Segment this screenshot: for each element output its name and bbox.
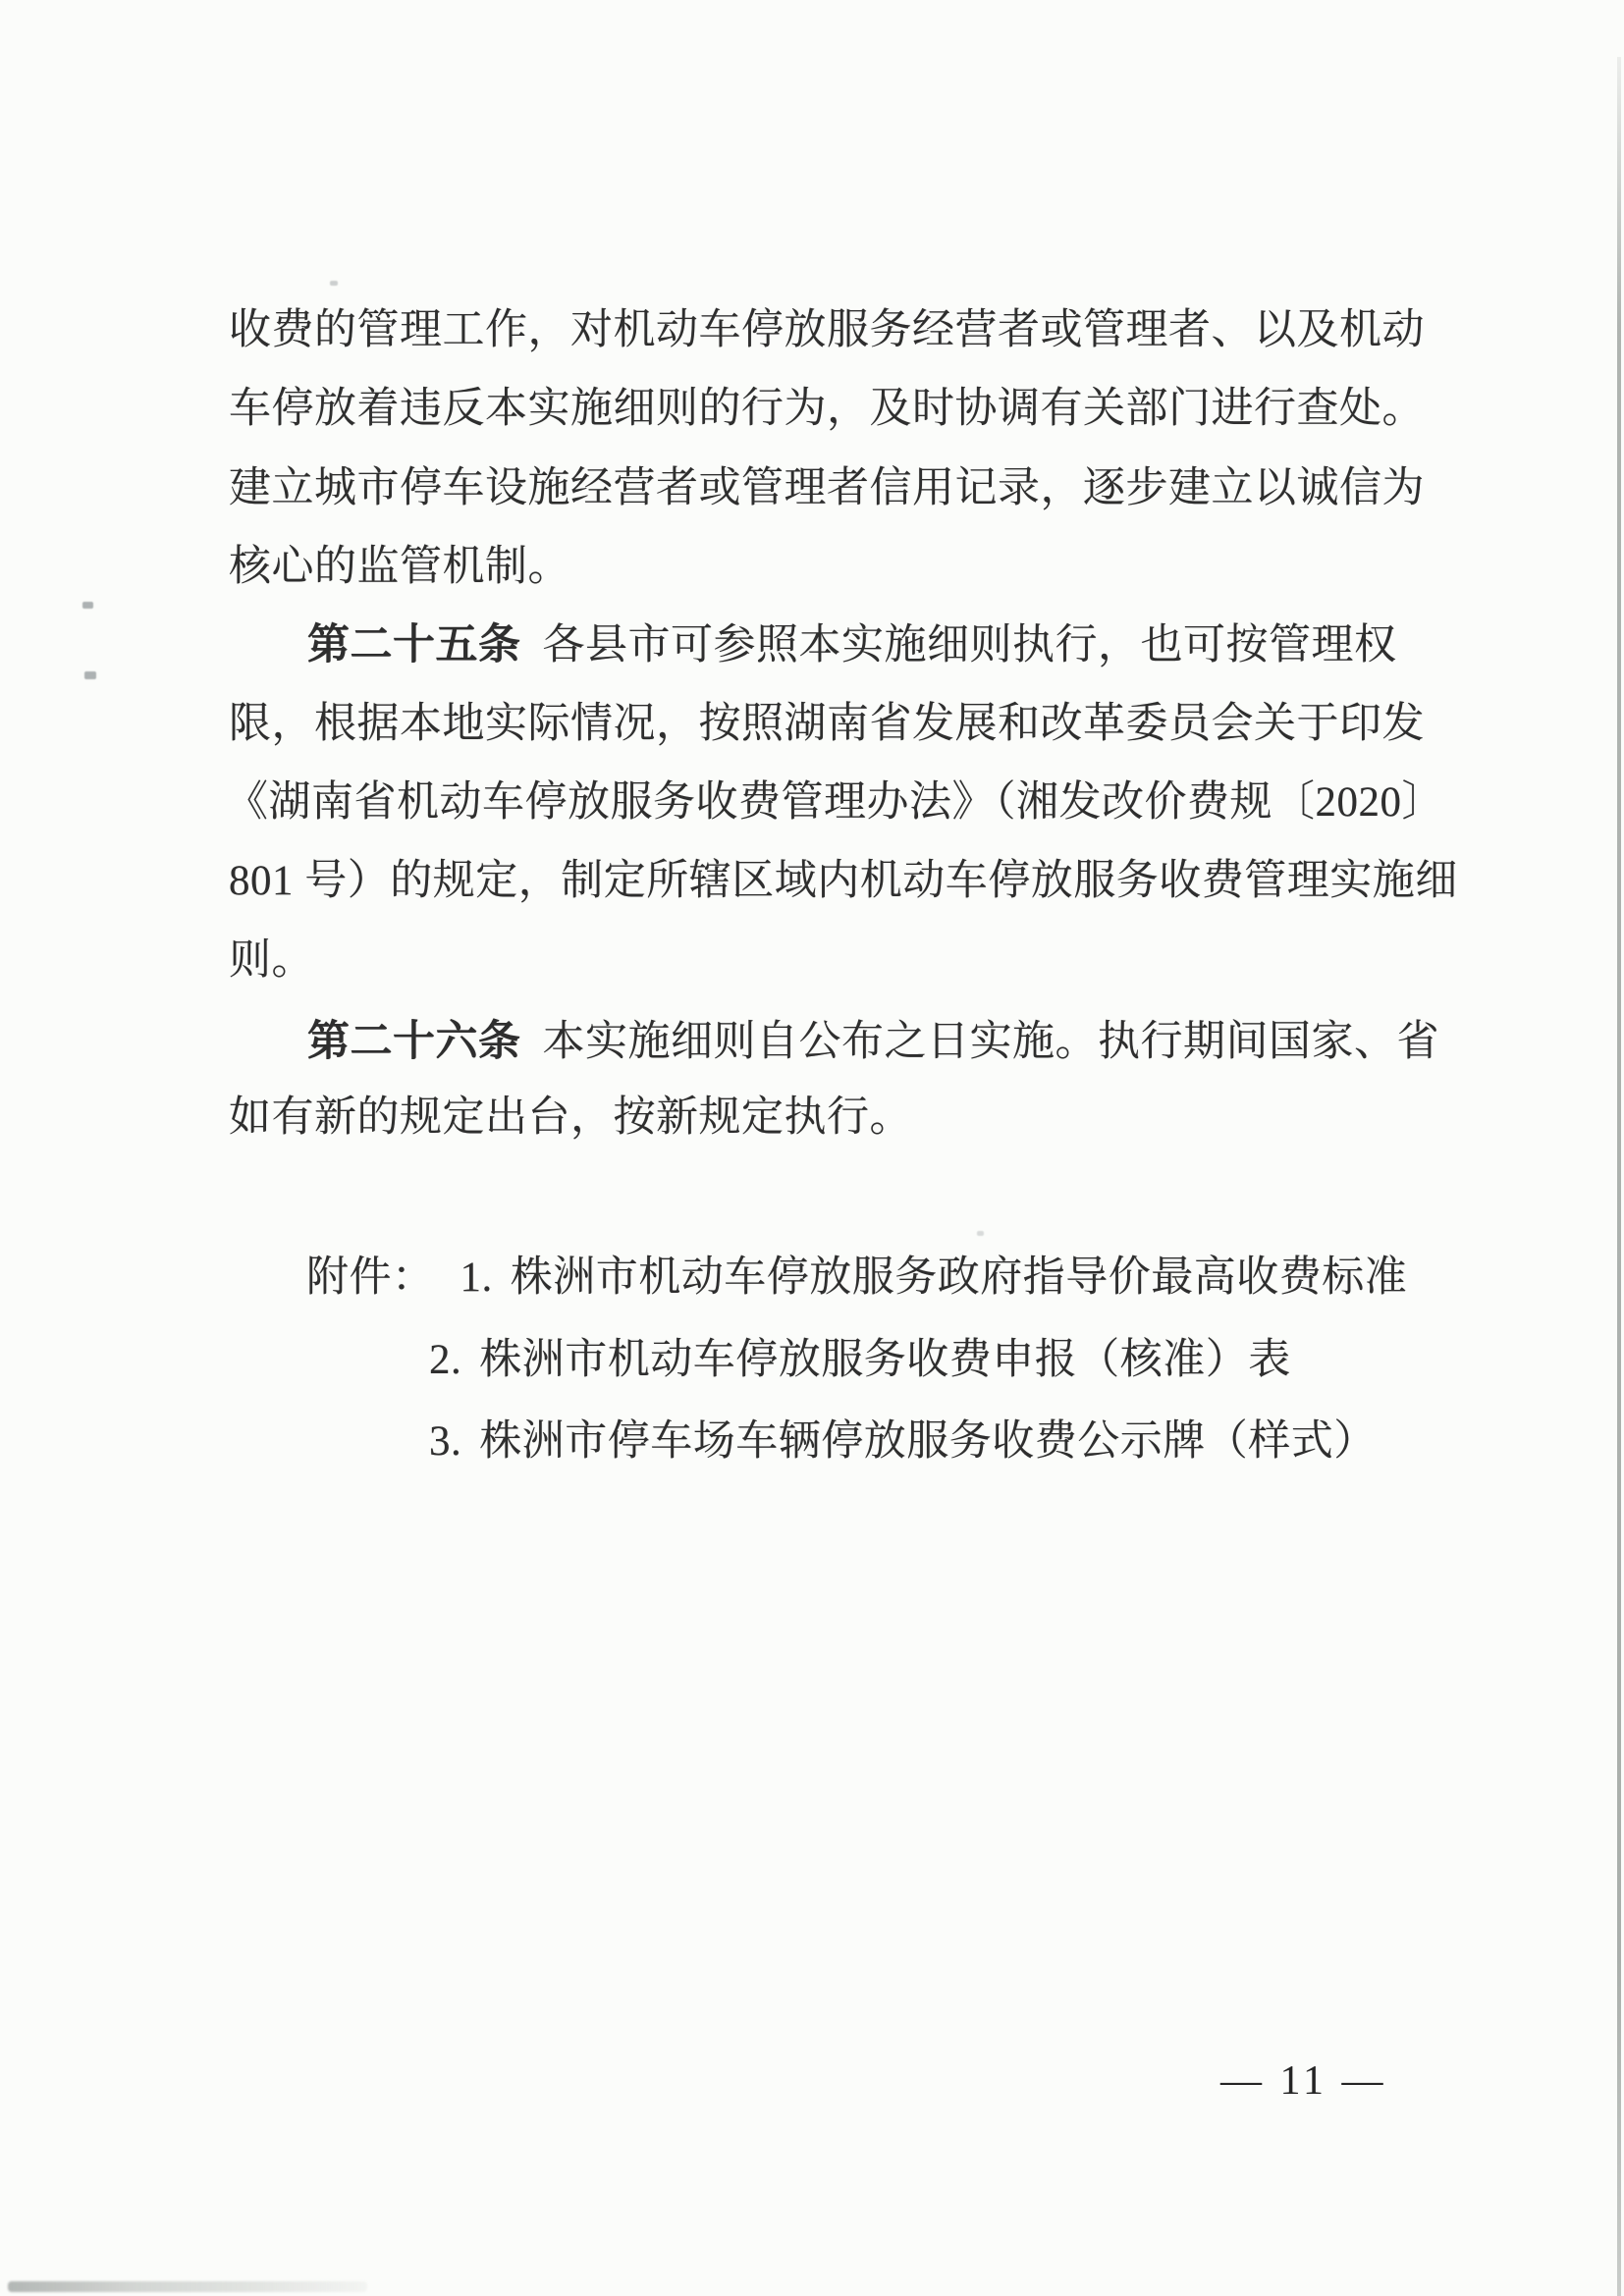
attachment-number: 3. — [429, 1418, 462, 1465]
article-line — [307, 620, 1397, 671]
attachment-title: 株洲市机动车停放服务收费申报（核准）表 — [479, 1337, 1291, 1383]
body-line: 如有新的规定出台，按新规定执行。 — [229, 1095, 912, 1141]
article-line — [307, 1017, 1439, 1068]
attachment-title: 株洲市停车场车辆停放服务收费公示牌（样式） — [479, 1418, 1377, 1465]
article-number-heading: 第二十五条 — [307, 622, 521, 668]
body-line: 核心的监管机制。 — [229, 544, 570, 590]
body-line: 则。 — [229, 937, 314, 984]
attachment-title: 株洲市机动车停放服务政府指导价最高收费标准 — [510, 1255, 1408, 1301]
body-line: 限，根据本地实际情况，按照湖南省发展和改革委员会关于印发 — [229, 701, 1425, 747]
article-number-heading: 第二十六条 — [307, 1019, 521, 1065]
line-text: 各县市可参照本实施细则执行，也可按管理权 — [542, 622, 1397, 668]
attachment-line — [429, 1416, 1377, 1468]
page-number: — 11 — — [1220, 2058, 1387, 2104]
scan-smudge — [8, 2281, 367, 2292]
scan-speck — [84, 671, 96, 679]
scan-speck — [82, 602, 93, 609]
line-text: 本实施细则自公布之日实施。执行期间国家、省 — [542, 1019, 1439, 1065]
body-line: 建立城市停车设施经营者或管理者信用记录，逐步建立以诚信为 — [229, 465, 1425, 511]
body-line: 车停放着违反本实施细则的行为，及时协调有关部门进行查处。 — [229, 386, 1425, 432]
attachment-line — [306, 1253, 1407, 1304]
scan-edge-line — [1617, 57, 1621, 2296]
scan-speck — [330, 281, 338, 286]
body-line: 801 号）的规定，制定所辖区域内机动车停放服务收费管理实施细 — [229, 858, 1458, 904]
body-line: 《湖南省机动车停放服务收费管理办法》（湘发改价费规〔2020〕 — [226, 779, 1444, 826]
scan-speck — [977, 1231, 984, 1236]
attachment-line — [429, 1335, 1291, 1386]
attachments-label: 附件： — [306, 1255, 435, 1301]
attachment-number: 2. — [429, 1337, 462, 1383]
attachment-number: 1. — [460, 1255, 493, 1301]
body-line: 收费的管理工作，对机动车停放服务经营者或管理者、以及机动 — [229, 307, 1425, 353]
